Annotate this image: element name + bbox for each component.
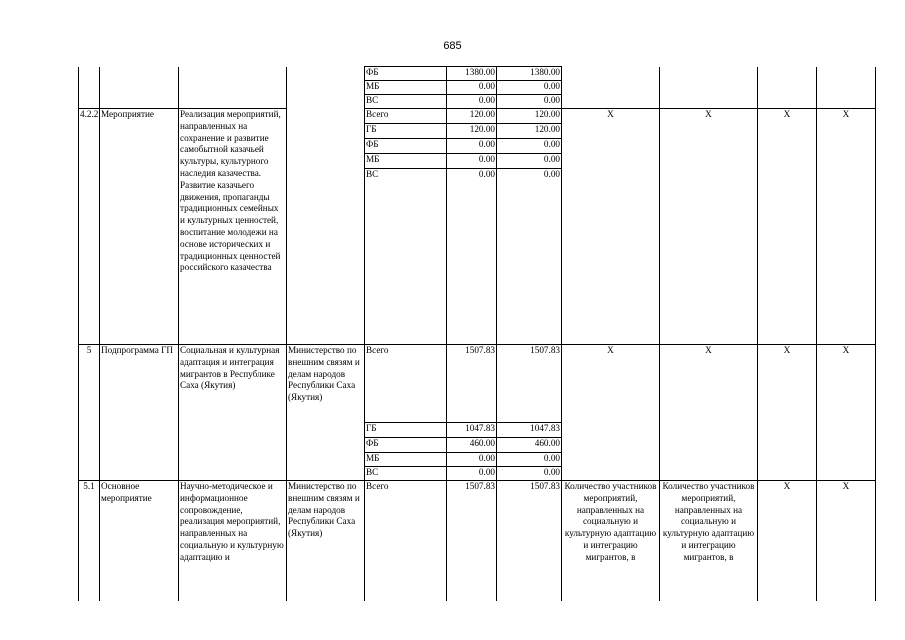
cell-type: Мероприятие: [100, 109, 179, 345]
cell-indicator-2: Х: [660, 109, 758, 345]
cell-source: Всего: [365, 345, 447, 423]
cell-source: ГБ: [365, 423, 447, 438]
cell-indicator-2: Х: [660, 345, 758, 481]
cell-name: Научно-методическое и информационное сопровождение, реализация мероприятий, направленных на социальную и культурную адаптацию и: [179, 481, 287, 601]
cell-num: 5: [79, 345, 100, 481]
cell-col-11: Х: [817, 481, 876, 601]
cell-value-2: 0.00: [497, 154, 562, 169]
cell-value-1: 460.00: [447, 438, 497, 453]
cell-value-1: 120.00: [447, 124, 497, 139]
cell-value-2: 0.00: [497, 467, 562, 481]
cell-value-2: 0.00: [497, 169, 562, 345]
cell-value-2: 120.00: [497, 124, 562, 139]
cell-value-1: 1047.83: [447, 423, 497, 438]
cell-value-2: 1380.00: [497, 67, 562, 81]
cell-value-2: 0.00: [497, 453, 562, 467]
cell-value-2: 1507.83: [497, 481, 562, 601]
cell-source: ФБ: [365, 139, 447, 154]
cell-num: 5.1: [79, 481, 100, 601]
program-table: [78, 66, 876, 601]
cell-value-1: 120.00: [447, 109, 497, 124]
table-row: [79, 481, 876, 601]
cell-value-1: 1507.83: [447, 345, 497, 423]
cell-source: ВС: [365, 169, 447, 345]
cell-executor: [287, 67, 365, 345]
cell-source: ВС: [365, 95, 447, 109]
page-number: 685: [443, 40, 462, 52]
cell-indicator-1: Х: [562, 345, 660, 481]
cell-source: ВС: [365, 467, 447, 481]
cell-value-1: 0.00: [447, 139, 497, 154]
cell-indicator-2: [660, 67, 758, 109]
cell-value-1: 0.00: [447, 81, 497, 95]
cell-source: ГБ: [365, 124, 447, 139]
cell-value-2: 0.00: [497, 139, 562, 154]
cell-indicator-1: [562, 67, 660, 109]
cell-value-2: 120.00: [497, 109, 562, 124]
cell-col-11: Х: [817, 109, 876, 345]
cell-executor: Министерство по внешним связям и делам народов Республики Саха (Якутия): [287, 481, 365, 601]
cell-value-1: 0.00: [447, 169, 497, 345]
cell-source: МБ: [365, 154, 447, 169]
cell-value-1: 0.00: [447, 95, 497, 109]
table-row: [79, 109, 876, 124]
cell-source: МБ: [365, 81, 447, 95]
cell-num: 4.2.2: [79, 109, 100, 345]
cell-source: ФБ: [365, 438, 447, 453]
cell-value-2: 0.00: [497, 81, 562, 95]
cell-col-11: Х: [817, 345, 876, 481]
cell-num: [79, 67, 100, 109]
cell-name: [179, 67, 287, 109]
cell-indicator-1: Количество участников мероприятий, направленных на социальную и культурную адаптацию и интеграцию мигрантов, в: [562, 481, 660, 601]
cell-col-10: [758, 67, 817, 109]
table-row: [79, 345, 876, 423]
cell-value-1: 1507.83: [447, 481, 497, 601]
cell-indicator-2: Количество участников мероприятий, направленных на социальную и культурную адаптацию и интеграцию мигрантов, в: [660, 481, 758, 601]
cell-value-1: 0.00: [447, 467, 497, 481]
cell-name: Социальная и культурная адаптация и интеграция мигрантов в Республике Саха (Якутия): [179, 345, 287, 481]
table-row: [79, 67, 876, 81]
cell-executor: Министерство по внешним связям и делам народов Республики Саха (Якутия): [287, 345, 365, 481]
cell-value-1: 0.00: [447, 154, 497, 169]
cell-value-2: 460.00: [497, 438, 562, 453]
cell-value-1: 0.00: [447, 453, 497, 467]
cell-source: Всего: [365, 481, 447, 601]
cell-source: ФБ: [365, 67, 447, 81]
cell-type: [100, 67, 179, 109]
cell-type: Подпрограмма ГП: [100, 345, 179, 481]
cell-col-11: [817, 67, 876, 109]
cell-col-10: Х: [758, 481, 817, 601]
cell-name: Реализация мероприятий, направленных на сохранение и развитие самобытной казачьей культуры, культурного наследия казачества. Развитие казачьего движения, пропаганды традиционных семейных и культурных ценностей, воспитание молодежи на основе исторических и традиционных ценностей российского казачества: [179, 109, 287, 345]
cell-value-2: 1507.83: [497, 345, 562, 423]
cell-type: Основное мероприятие: [100, 481, 179, 601]
cell-col-10: Х: [758, 109, 817, 345]
cell-value-2: 1047.83: [497, 423, 562, 438]
cell-value-2: 0.00: [497, 95, 562, 109]
cell-indicator-1: Х: [562, 109, 660, 345]
cell-source: Всего: [365, 109, 447, 124]
cell-col-10: Х: [758, 345, 817, 481]
cell-source: МБ: [365, 453, 447, 467]
cell-value-1: 1380.00: [447, 67, 497, 81]
